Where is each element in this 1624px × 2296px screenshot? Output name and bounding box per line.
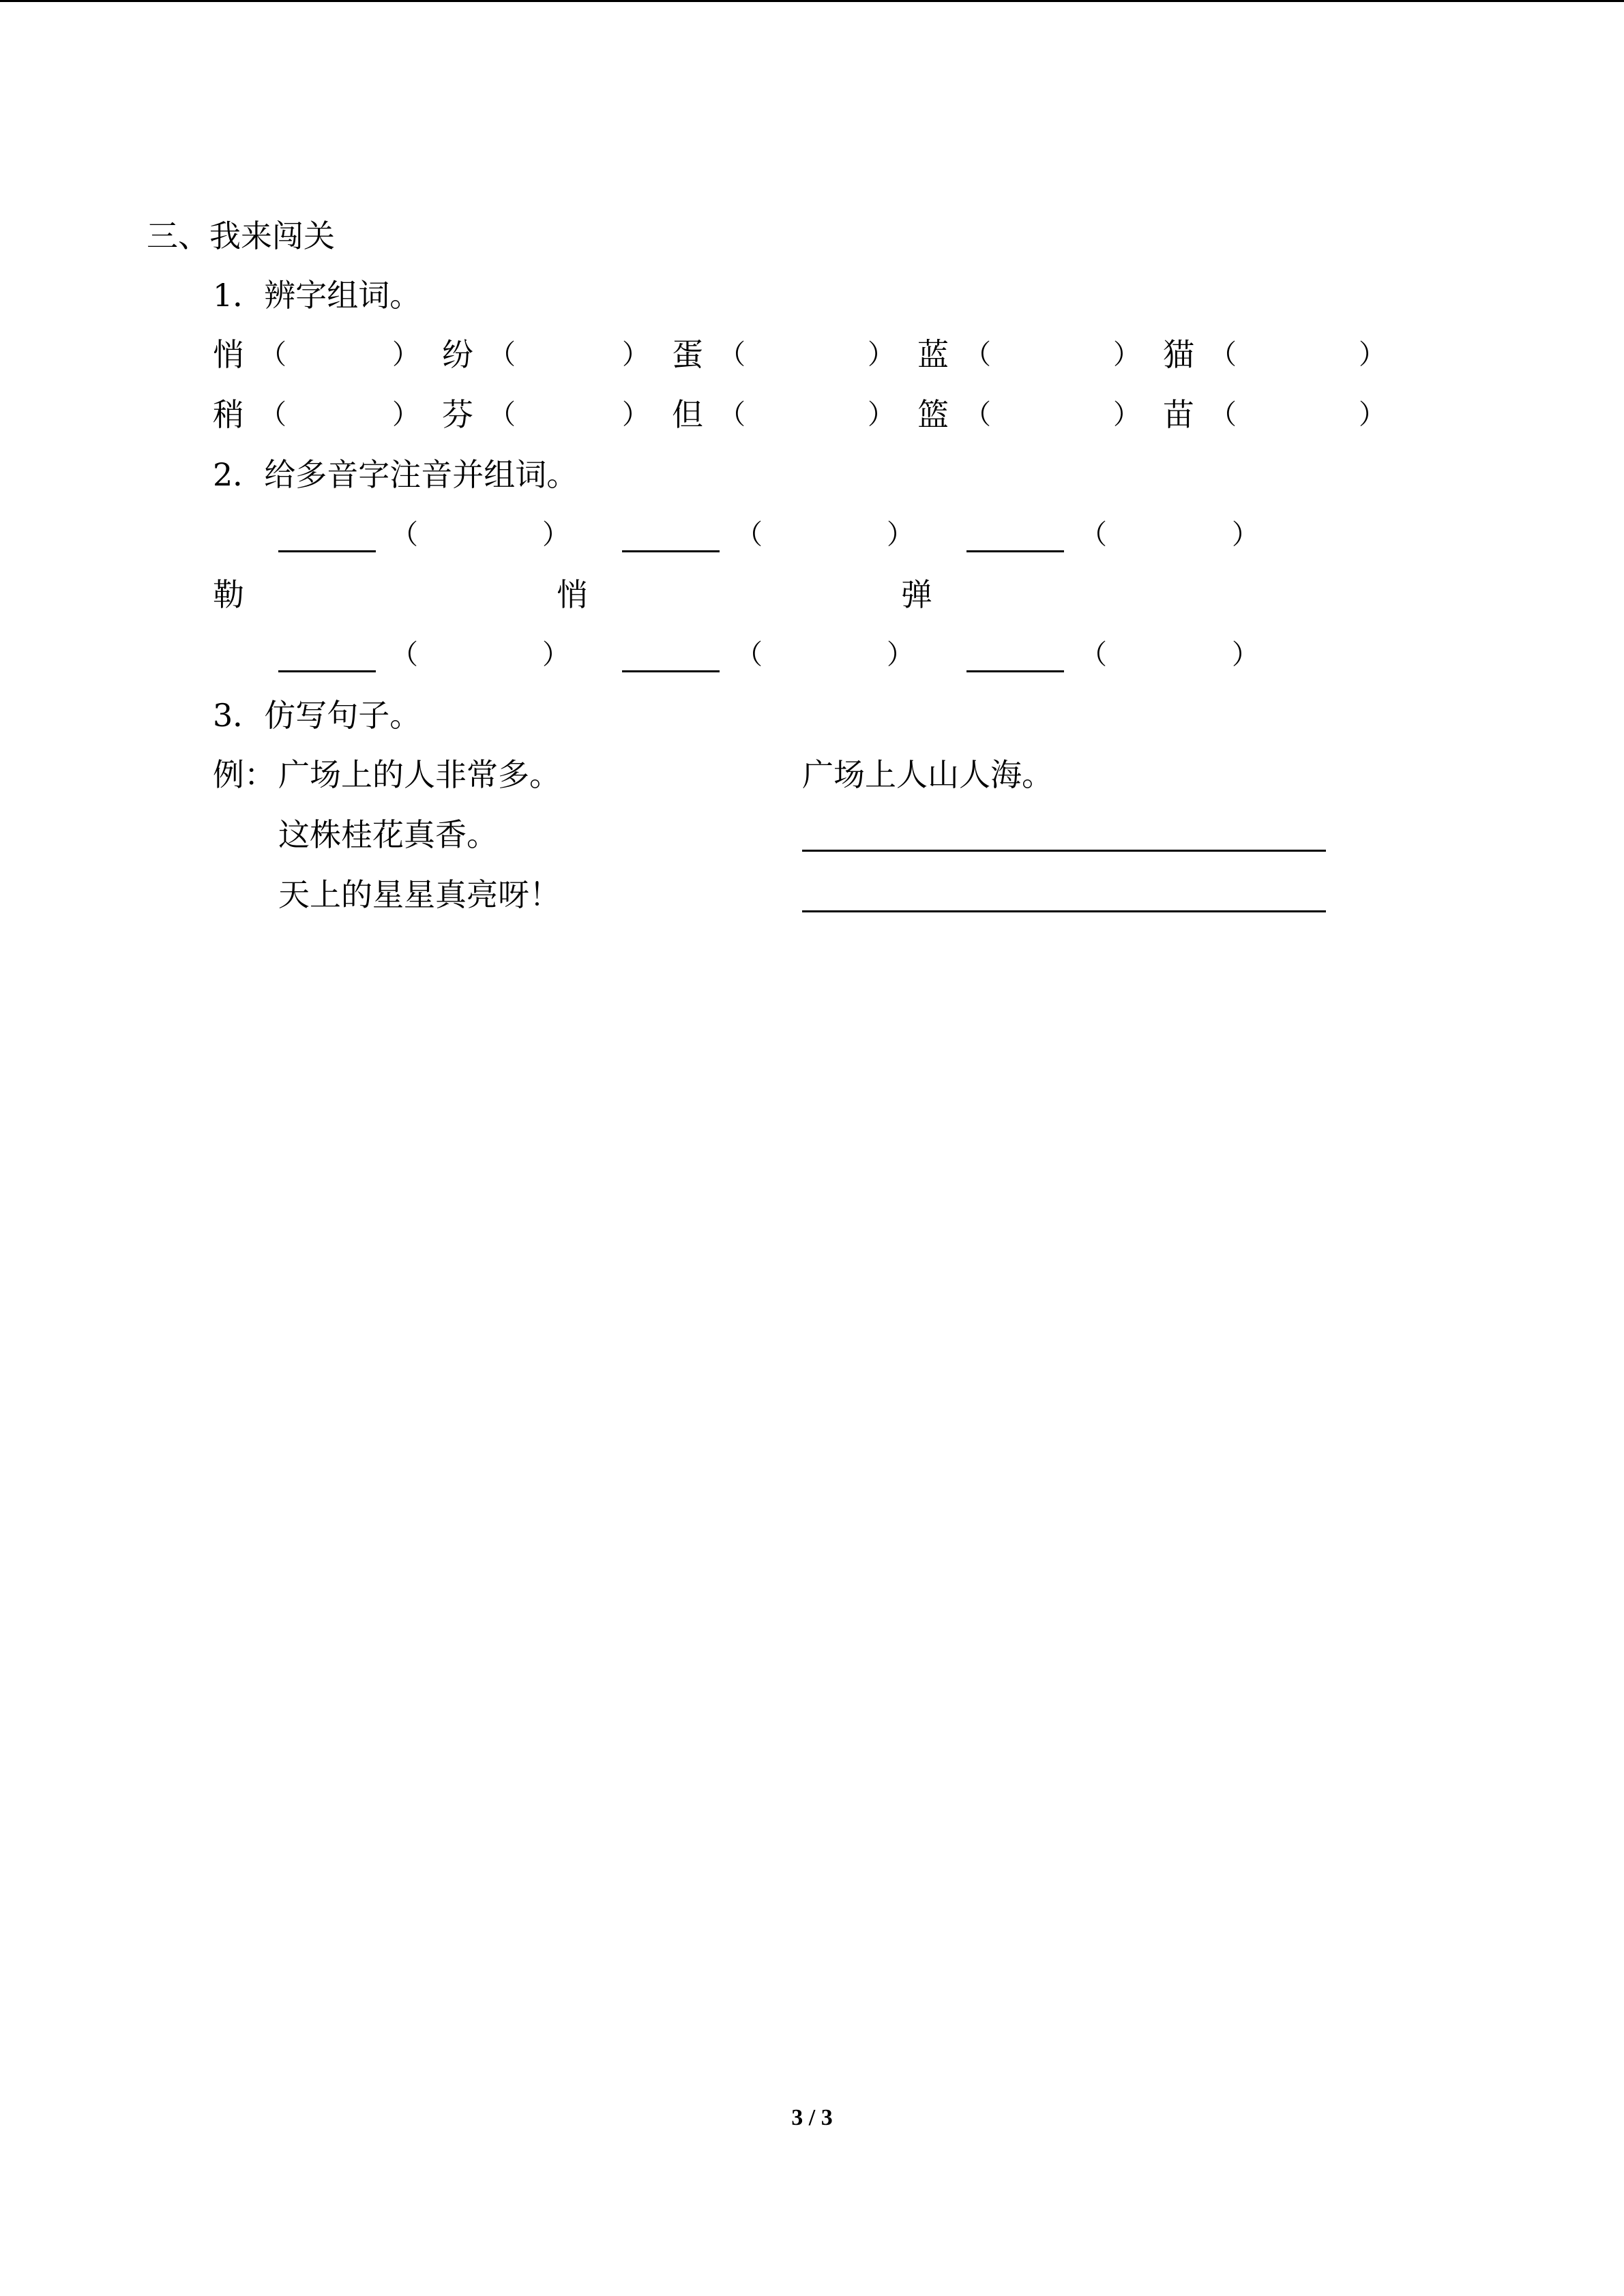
paren-close: ） (1232, 519, 1259, 550)
paren-close: ） (1359, 339, 1386, 370)
paren-open: （ (391, 519, 418, 550)
q1-char: 悄 (213, 336, 244, 373)
q1-char: 蛋 (672, 336, 703, 373)
pinyin-blank[interactable] (278, 670, 376, 672)
sentence-item: 这株桂花真香。 (278, 816, 498, 853)
paren-close: ） (1232, 639, 1259, 670)
paren-close: ） (1359, 399, 1386, 430)
q1-char: 但 (672, 396, 703, 433)
example-sentence: 广场上的人非常多。 (278, 756, 561, 793)
paren-open: （ (1080, 639, 1107, 670)
polyphone-char: 悄 (557, 576, 588, 613)
paren-open: （ (735, 639, 763, 670)
paren-close: ） (1113, 339, 1140, 370)
paren-close: ） (622, 339, 649, 370)
paren-open: （ (1209, 399, 1237, 430)
paren-close: ） (1113, 399, 1140, 430)
example-rewrite: 广场上人山人海。 (802, 756, 1053, 793)
paren-close: ） (542, 519, 570, 550)
paren-close: ） (868, 399, 895, 430)
paren-open: （ (1209, 339, 1237, 370)
q1-char: 苗 (1163, 396, 1194, 433)
paren-close: ） (622, 399, 649, 430)
paren-close: ） (542, 639, 570, 670)
paren-open: （ (964, 399, 991, 430)
page-top-border (0, 0, 1624, 2)
paren-close: ） (868, 339, 895, 370)
paren-open: （ (391, 639, 418, 670)
paren-open: （ (718, 339, 745, 370)
pinyin-blank[interactable] (622, 550, 720, 552)
q1-char: 猫 (1163, 336, 1194, 373)
paren-open: （ (964, 339, 991, 370)
q1-char: 芬 (442, 396, 473, 433)
paren-close: ） (887, 639, 914, 670)
pinyin-blank[interactable] (966, 670, 1064, 672)
q1-heading: 1．辨字组词。 (213, 277, 422, 314)
paren-close: ） (392, 339, 419, 370)
q1-char: 篮 (917, 396, 949, 433)
pinyin-blank[interactable] (966, 550, 1064, 552)
page-number: 3 / 3 (791, 2105, 833, 2130)
q2-heading: 2．给多音字注音并组词。 (213, 456, 578, 493)
polyphone-char: 弹 (901, 576, 932, 613)
q1-char: 纷 (442, 336, 473, 373)
answer-line[interactable] (802, 910, 1326, 912)
paren-open: （ (735, 519, 763, 550)
paren-open: （ (488, 339, 516, 370)
answer-line[interactable] (802, 850, 1326, 852)
paren-open: （ (718, 399, 745, 430)
paren-open: （ (488, 399, 516, 430)
q1-char: 稍 (213, 396, 244, 433)
paren-close: ） (392, 399, 419, 430)
pinyin-blank[interactable] (622, 670, 720, 672)
q3-heading: 3．仿写句子。 (213, 697, 422, 734)
example-label: 例： (213, 756, 276, 793)
paren-open: （ (259, 399, 286, 430)
q1-char: 蓝 (917, 336, 949, 373)
pinyin-blank[interactable] (278, 550, 376, 552)
sentence-item: 天上的星星真亮呀！ (278, 876, 561, 913)
paren-open: （ (259, 339, 286, 370)
polyphone-char: 勒 (213, 576, 244, 613)
paren-close: ） (887, 519, 914, 550)
paren-open: （ (1080, 519, 1107, 550)
section-title: 三、我来闯关 (147, 218, 335, 254)
